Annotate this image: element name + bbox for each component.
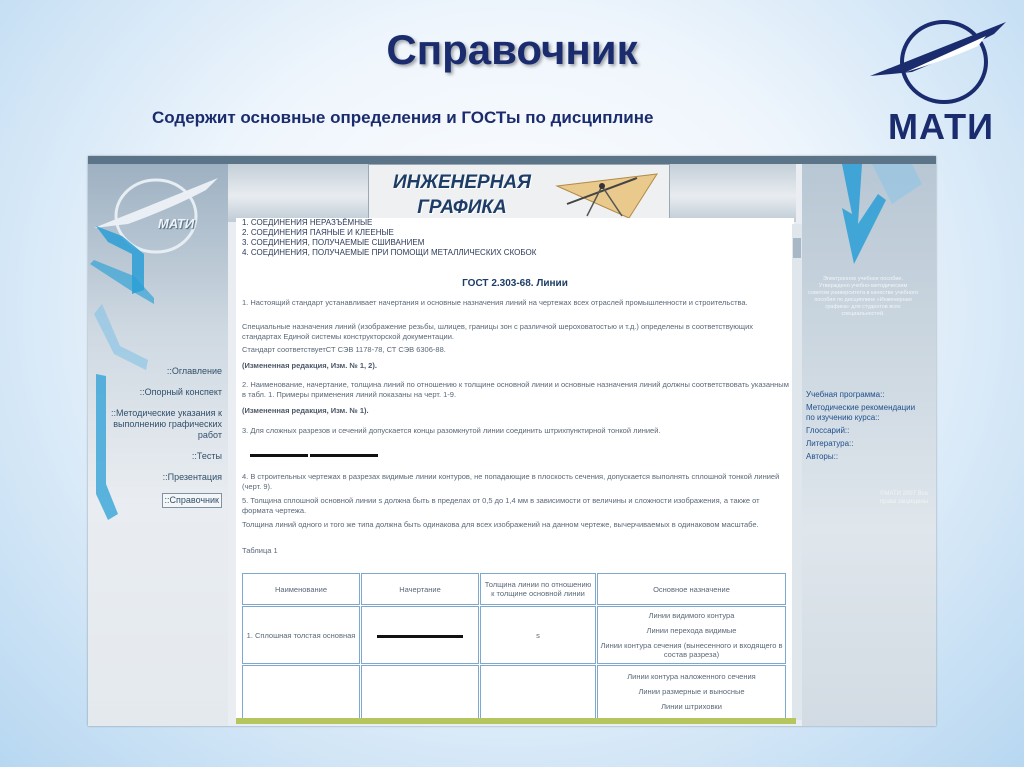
right-decor-arrow-icon	[802, 164, 936, 274]
table-row	[242, 665, 786, 720]
banner-title-line1: ИНЖЕНЕРНАЯ	[392, 172, 532, 193]
horizontal-scrollbar[interactable]	[236, 718, 796, 724]
menu-item-lecture-notes[interactable]: ::Опорный конспект	[139, 387, 222, 397]
purpose-item: Линии контура сечения (вынесенного и входящего в состав разреза)	[600, 641, 783, 659]
paragraph: 3. Для сложных разрезов и сечений допускается концы разомкнутой линии соединить штрихпунктирной тонкой линией.	[242, 426, 661, 435]
table-header-cell: Начертание	[361, 573, 479, 605]
menu-item-contents[interactable]: ::Оглавление	[166, 366, 222, 376]
mati-logo-icon	[866, 10, 1016, 106]
menu-item-tests[interactable]: ::Тесты	[191, 451, 222, 461]
solid-thick-line-sample	[377, 635, 463, 638]
table-cell	[480, 665, 596, 720]
left-logo-text: МАТИ	[158, 216, 195, 231]
window-top-bar	[88, 156, 936, 164]
sample-dashdot-line	[250, 454, 378, 457]
purpose-item: Линии штриховки	[661, 701, 722, 711]
paragraph: Стандарт соответствуетСТ СЭВ 1178-78, СТ СЭВ 6306-88.	[242, 345, 446, 354]
paragraph: Специальные назначения линий (изображение резьбы, шлицев, границы зон с различной шероховатостью и т.д.) определены в соответствующих стандартах Единой системы конструкторской документации.	[242, 322, 754, 341]
gost-table	[241, 572, 787, 720]
drawing-tools-icon	[547, 166, 667, 221]
list-item[interactable]: 3. СОЕДИНЕНИЯ, ПОЛУЧАЕМЫЕ СШИВАНИЕМ	[242, 238, 425, 247]
table-cell	[242, 665, 360, 720]
right-menu	[806, 390, 922, 465]
slide-subtitle: Содержит основные определения и ГОСТы по дисциплине	[152, 108, 654, 127]
scrollbar-thumb[interactable]	[793, 238, 801, 258]
purpose-item: Линии видимого контура	[648, 611, 735, 620]
banner-title	[377, 170, 547, 220]
purpose-item: Линии размерные и выносные	[638, 686, 745, 696]
mati-logo	[866, 10, 1016, 145]
content-area	[236, 218, 794, 720]
paragraph: Толщина линий одного и того же типа должна быть одинакова для всех изображений на данном чертеже, вычерчиваемых в одинаковом масштабе.	[242, 520, 759, 529]
right-panel	[802, 164, 936, 726]
section-list	[242, 218, 536, 258]
table-cell	[597, 606, 786, 664]
banner-title-line2: ГРАФИКА	[417, 197, 507, 218]
purpose-item: Линии перехода видимые	[646, 626, 737, 635]
table-header-cell: Наименование	[242, 573, 360, 605]
left-menu	[97, 366, 222, 518]
sample-line-gap	[308, 454, 310, 457]
right-description: Электронное учебное пособие. Утверждено учебно-методическим советом университета в качестве учебного пособия по дисциплине «Инженерная графика» для студентов всех специальностей.	[808, 276, 918, 317]
app-banner	[368, 164, 670, 223]
table-cell	[361, 665, 479, 720]
menu-item-glossary[interactable]: Глоссарий::	[806, 426, 850, 435]
list-item[interactable]: 1. СОЕДИНЕНИЯ НЕРАЗЪЁМНЫЕ	[242, 218, 373, 227]
table-header-cell: Толщина линии по отношению к толщине основной линии	[480, 573, 596, 605]
menu-item-guidelines[interactable]: ::Методические указания к выполнению графических работ	[110, 408, 222, 440]
menu-item-reference[interactable]: ::Справочник	[162, 493, 223, 508]
copyright-text: ©МАТИ 2007 Все права защищены	[879, 491, 929, 505]
vertical-scrollbar[interactable]	[792, 224, 802, 720]
menu-item-literature[interactable]: Литература::	[806, 439, 854, 448]
table-cell-line-sample	[361, 606, 479, 664]
app-screenshot	[88, 156, 936, 726]
menu-item-syllabus[interactable]: Учебная программа::	[806, 390, 885, 399]
menu-item-study-recommendations[interactable]: Методические рекомендации по изучению курса::	[806, 403, 916, 422]
table-header-cell: Основное назначение	[597, 573, 786, 605]
table-cell: 1. Сплошная толстая основная	[242, 606, 360, 664]
paragraph: 2. Наименование, начертание, толщина линий по отношению к толщине основной линии и основные назначения линий должны соответствовать указанным в табл. 1. Примеры применения линий показаны на черт. 1-9.	[242, 380, 789, 399]
paragraph: 4. В строительных чертежах в разрезах видимые линии контуров, не попадающие в плоскость сечения, допускается выполнять сплошной тонкой линией (черт. 9).	[242, 472, 780, 491]
menu-item-presentation[interactable]: ::Презентация	[162, 472, 222, 482]
paragraph: 5. Толщина сплошной основной линии s должна быть в пределах от 0,5 до 1,4 мм в зависимости от величины и сложности изображения, а также от формата чертежа.	[242, 496, 760, 515]
list-item[interactable]: 4. СОЕДИНЕНИЯ, ПОЛУЧАЕМЫЕ ПРИ ПОМОЩИ МЕТАЛЛИЧЕСКИХ СКОБОК	[242, 248, 537, 257]
table-row	[242, 606, 786, 664]
table-caption: Таблица 1	[242, 546, 278, 555]
revision-note: (Измененная редакция, Изм. № 1, 2).	[242, 361, 377, 370]
list-item[interactable]: 2. СОЕДИНЕНИЯ ПАЯНЫЕ И КЛЕЕНЫЕ	[242, 228, 394, 237]
menu-item-authors[interactable]: Авторы::	[806, 452, 839, 461]
revision-note: (Измененная редакция, Изм. № 1).	[242, 406, 369, 415]
table-cell: s	[480, 606, 596, 664]
purpose-item: Линии контура наложенного сечения	[627, 671, 756, 681]
paragraph: 1. Настоящий стандарт устанавливает начертания и основные назначения линий на чертежах всех отраслей промышленности и строительства.	[242, 298, 748, 307]
slide-title: Справочник	[386, 26, 638, 73]
left-panel	[88, 164, 228, 726]
table-header-row	[242, 573, 786, 605]
logo-text: МАТИ	[887, 106, 995, 147]
table-cell	[597, 665, 786, 720]
gost-title: ГОСТ 2.303-68. Линии	[462, 278, 568, 289]
